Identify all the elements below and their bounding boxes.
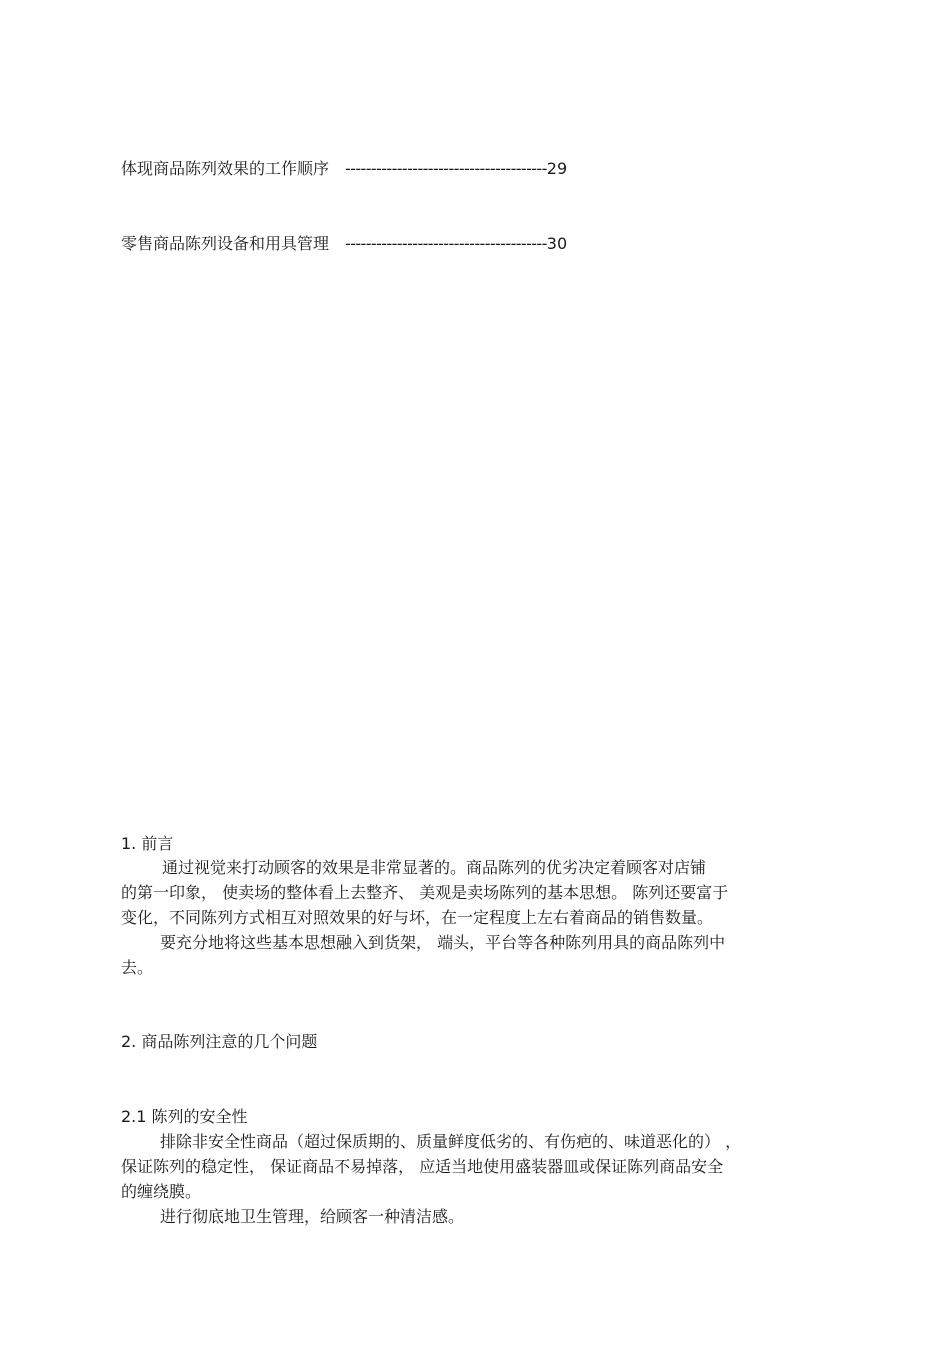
toc-page-number: 30 xyxy=(546,234,568,253)
paragraph-line: 要充分地将这些基本思想融入到货架， 端头，平台等各种陈列用具的商品陈列中 xyxy=(160,933,726,952)
toc-leader: --------------------------------------- xyxy=(345,234,547,253)
toc-entry xyxy=(121,158,567,180)
paragraph-line: 变化，不同陈列方式相互对照效果的好与坏，在一定程度上左右着商品的销售数量。 xyxy=(121,908,714,927)
toc-entry xyxy=(121,233,567,255)
toc-title: 零售商品陈列设备和用具管理 xyxy=(121,234,330,253)
section-heading: 2. 商品陈列注意的几个问题 xyxy=(121,1032,318,1051)
toc-leader: --------------------------------------- xyxy=(345,159,547,178)
paragraph-line: 排除非安全性商品（超过保质期的、质量鲜度低劣的、有伤疤的、味道恶化的） ， xyxy=(160,1132,742,1151)
subsection-heading: 2.1 陈列的安全性 xyxy=(121,1107,248,1126)
paragraph-line: 去。 xyxy=(121,958,154,977)
paragraph-line: 的缠绕膜。 xyxy=(121,1182,202,1201)
section-heading: 1. 前言 xyxy=(121,834,174,853)
toc-title: 体现商品陈列效果的工作顺序 xyxy=(121,159,330,178)
paragraph-line: 的第一印象， 使卖场的整体看上去整齐、 美观是卖场陈列的基本思想。 陈列还要富于 xyxy=(121,883,729,902)
toc-page-number: 29 xyxy=(546,159,568,178)
paragraph-line: 保证陈列的稳定性， 保证商品不易掉落， 应适当地使用盛装器皿或保证陈列商品安全 xyxy=(121,1157,724,1176)
paragraph-line: 通过视觉来打动顾客的效果是非常显著的。商品陈列的优劣决定着顾客对店铺 xyxy=(162,858,707,877)
paragraph-line: 进行彻底地卫生管理，给顾客一种清洁感。 xyxy=(160,1207,465,1226)
